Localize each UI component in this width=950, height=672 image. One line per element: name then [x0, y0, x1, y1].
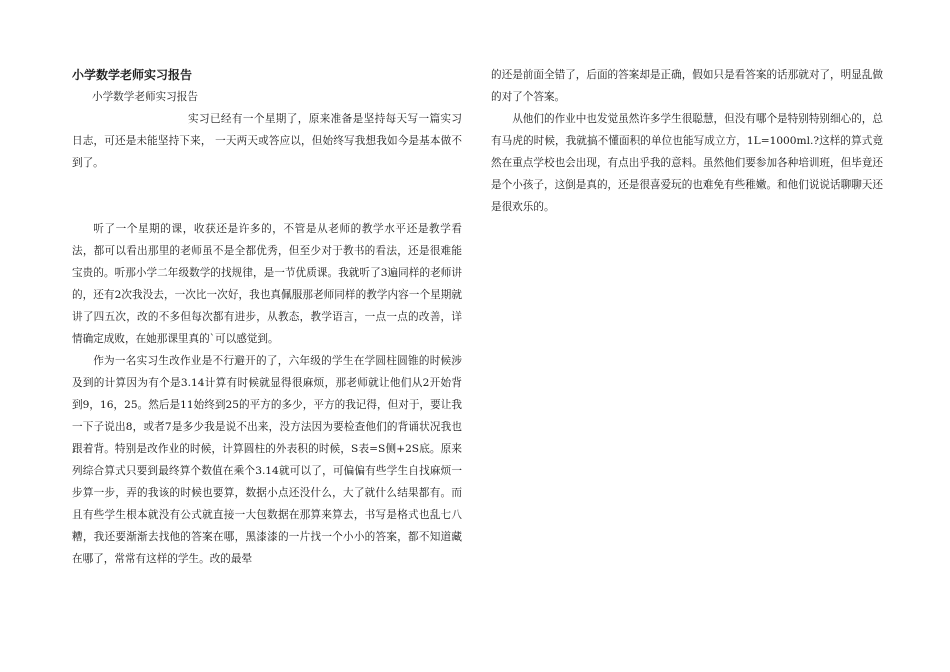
document-title: 小学数学老师实习报告 [72, 68, 193, 82]
document-subtitle: 小学数学老师实习报告 [92, 91, 198, 103]
right-column [491, 64, 883, 218]
paragraph-classes: 听了一个星期的课，收获还是许多的，不管是从老师的教学水平还是教学看法，都可以看出那里的老师虽不是全都优秀，但至少对于教书的看法，还是很难能宝贵的。听那小学二年级数学的找规律，是一节优质课。我就听了3遍同样的老师讲的，还有2次我没去，一次比一次好，我也真佩服那老师同样的教学内容一个星期就讲了四五次，改的不多但每次都有进步，从教态，教学语言，一点一点的改善，详情确定成败，在她那课里真的`可以感觉到。 [72, 223, 462, 345]
paragraph-continuation: 的还是前面全错了，后面的答案却是正确，假如只是看答案的话那就对了，明显乱做的对了个答案。 [491, 69, 883, 103]
paragraph-intro: 实习已经有一个星期了，原来准备是坚持每天写一篇实习日志，可还是未能坚持下来， 一天两天或答应以，但始终写我想我如今是基本做不到了。 [72, 113, 462, 169]
paragraph-gap [72, 174, 462, 218]
paragraph-observations: 从他们的作业中也发觉虽然许多学生很聪慧，但没有哪个是特别特别细心的，总有马虎的时候，我就搞不懂面积的单位也能写成立方，1L=1000ml.?这样的算式竟然在重点学校也会出现，有点出乎我的意料。虽然他们要参加各种培训班，但毕竟还是个小孩子，这倒是真的，还是很喜爱玩的也难免有些稚嫩。和他们说说话聊聊天还是很欢乐的。 [491, 113, 883, 213]
left-column [72, 64, 462, 570]
paragraph-homework: 作为一名实习生改作业是不行避开的了，六年级的学生在学圆柱圆锥的时候涉及到的计算因为有个是3.14计算有时候就显得很麻烦，那老师就让他们从2开始背到9，16，25。然后是11始终到25的平方的多少，平方的我记得，但对于，要让我一下子说出8，或者7是多少我是说不出来，没方法因为要检查他们的背诵状况我也跟着背。特别是改作业的时候，计算圆柱的外表积的时候，S表=S侧+2S底。原来列综合算式只要到最终算个数值在乘个3.14就可以了，可偏偏有些学生自找麻烦一步算一步，弄的我该的时候也要算，数据小点还没什么，大了就什么结果都有。而且有些学生根本就没有公式就直接一大包数据在那算来算去，书写是格式也乱七八糟，我还要渐渐去找他的答案在哪，黑漆漆的一片找一个小小的答案，都不知道藏在哪了，常常有这样的学生。改的最晕 [72, 355, 462, 565]
